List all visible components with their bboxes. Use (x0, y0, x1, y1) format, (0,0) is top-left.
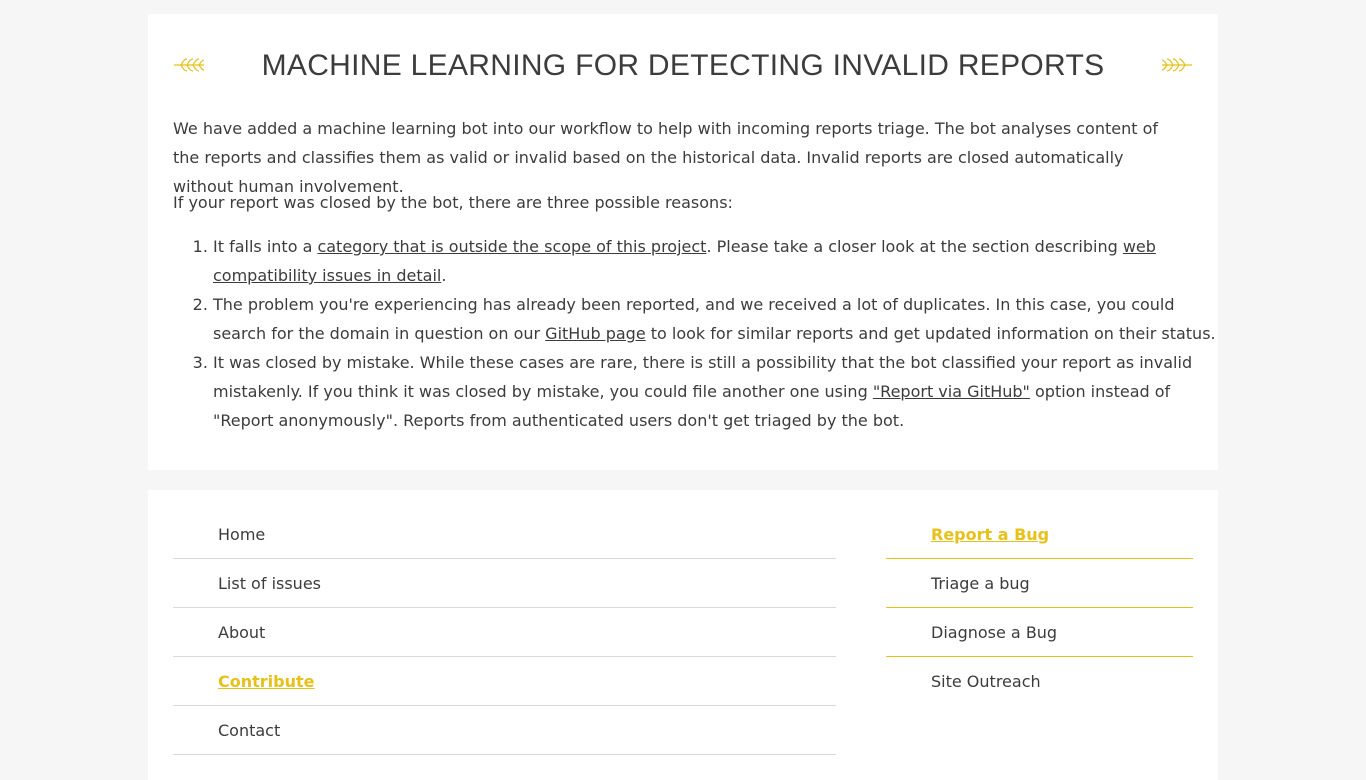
reason-text: . Please take a closer look at the section describing (706, 237, 1123, 256)
footer-nav-right (886, 510, 1193, 706)
lead-paragraph: If your report was closed by the bot, there are three possible reasons: (173, 193, 733, 212)
nav-item-report-a-bug[interactable]: Report a Bug (886, 510, 1193, 559)
report-via-github-link[interactable]: "Report via GitHub" (872, 382, 1030, 401)
page-title: MACHINE LEARNING FOR DETECTING INVALID REPORTS (261, 49, 1105, 82)
article-card (148, 14, 1218, 470)
reason-text: option instead of "Report anonymously". Reports from authenticated users don't get triaged by the bot. (213, 382, 1171, 430)
reason-text: It was closed by mistake. While these cases are rare, there is still a possibility that the bot classified your report as invalid mistakenly. If you think it was closed by mistake, you could file another one using (213, 353, 1193, 401)
compat-issues-link[interactable]: web compatibility issues in detail (213, 237, 1156, 285)
list-item (213, 232, 1223, 290)
nav-item-diagnose-a-bug[interactable]: Diagnose a Bug (886, 608, 1193, 657)
nav-item-triage-a-bug[interactable]: Triage a bug (886, 559, 1193, 608)
footer-nav-left (173, 510, 836, 755)
list-item (213, 348, 1223, 435)
title-row (173, 48, 1193, 84)
github-page-link[interactable]: GitHub page (545, 324, 646, 343)
nav-item-contact[interactable]: Contact (173, 706, 836, 755)
nav-item-about[interactable]: About (173, 608, 836, 657)
nav-item-site-outreach[interactable]: Site Outreach (931, 672, 1041, 691)
reason-text: It falls into a (213, 237, 318, 256)
wheat-ornament-right-icon (1161, 56, 1193, 74)
nav-item-list-of-issues[interactable]: List of issues (173, 559, 836, 608)
reason-text: . (441, 266, 447, 285)
reason-text: The problem you're experiencing has already been reported, and we received a lot of duplicates. In this case, you could search for the domain in question on our (213, 295, 1175, 343)
reason-text: to look for similar reports and get updated information on their status. (645, 324, 1216, 343)
out-of-scope-link[interactable]: category that is outside the scope of this project (317, 237, 707, 256)
footer-nav-card (148, 490, 1218, 780)
list-item (213, 290, 1223, 348)
nav-item-contribute[interactable]: Contribute (173, 657, 836, 706)
intro-paragraph: We have added a machine learning bot into our workflow to help with incoming reports triage. The bot analyses content of the reports and classifies them as valid or invalid based on the historical data. Invalid reports are closed automatically without human involvement. (173, 119, 1159, 196)
nav-item-home[interactable]: Home (173, 510, 836, 559)
reasons-list (173, 232, 1223, 435)
